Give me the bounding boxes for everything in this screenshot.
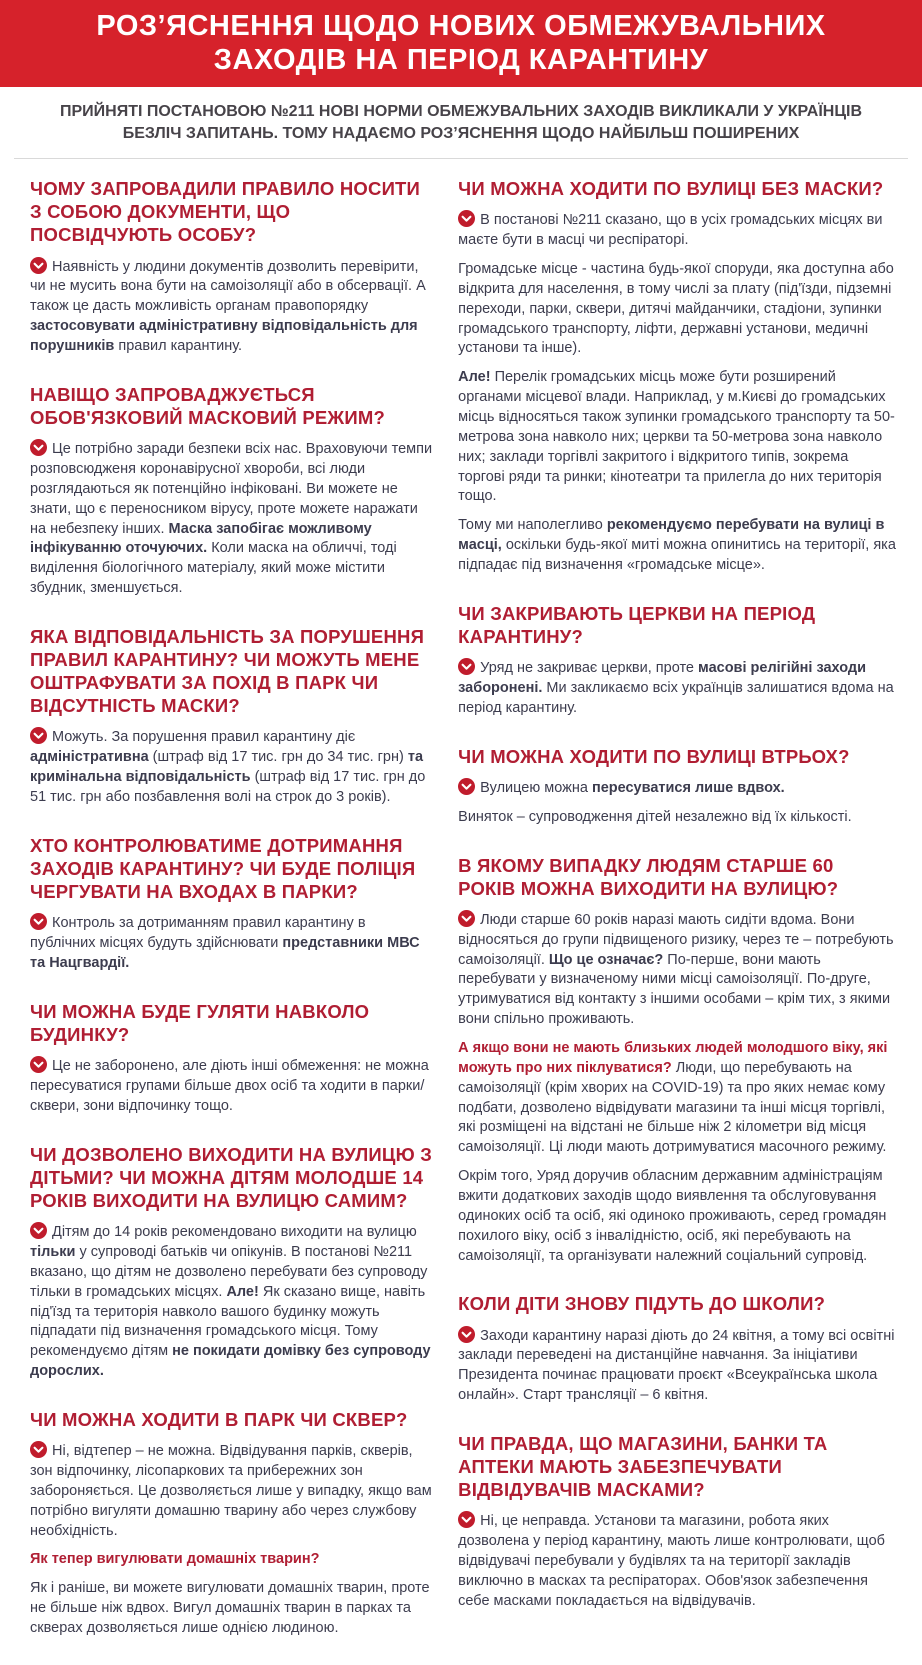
question-heading: ЧИ МОЖНА БУДЕ ГУЛЯТИ НАВКОЛО БУДИНКУ? — [30, 1000, 370, 1045]
check-icon — [458, 910, 475, 927]
answer-paragraph — [458, 516, 896, 576]
answer-text: Люди старше 60 років наразі мають сидіти вдома. Вони відносяться до групи підвищеного ризику, через те – потребують самоізоляції. — [458, 911, 894, 968]
faq-columns — [0, 159, 922, 1665]
faq-item — [458, 1432, 896, 1612]
answer-paragraph — [458, 368, 896, 507]
answer-text: Контроль за дотриманням правил карантину в публічних місцях будуть здійснювати — [30, 915, 366, 952]
answer-text: оскільки будь-якої миті можна опинитись на території, яка підпадає під визначення «громадське місце». — [458, 537, 896, 574]
check-icon — [30, 913, 47, 930]
answer-text: Можуть. За порушення правил карантину діє — [52, 729, 356, 746]
check-icon — [30, 439, 47, 456]
answer-text: Тому ми наполегливо — [458, 517, 607, 534]
answer-text: Але! — [458, 369, 491, 386]
intro-text: ПРИЙНЯТІ ПОСТАНОВОЮ №211 НОВІ НОРМИ ОБМЕЖУВАЛЬНИХ ЗАХОДІВ ВИКЛИКАЛИ У УКРАЇНЦІВ БЕЗЛІЧ ЗАПИТАНЬ. ТОМУ НАДАЄМО РОЗ’ЯСНЕННЯ ЩОДО НАЙБІЛЬШ ПОШИРЕНИХ — [59, 103, 863, 142]
answer-text: Як тепер вигулювати домашніх тварин? — [30, 1551, 320, 1568]
faq-item — [30, 1408, 434, 1639]
check-icon — [30, 1222, 47, 1239]
answer-text: правил карантину. — [114, 338, 243, 354]
answer-text: тільки — [30, 1243, 76, 1260]
question-heading: ЧИ МОЖНА ХОДИТИ ПО ВУЛИЦІ БЕЗ МАСКИ? — [458, 178, 884, 200]
answer-text: Уряд не закриває церкви, проте — [480, 660, 699, 677]
faq-item — [458, 1292, 896, 1406]
answer-paragraph — [458, 1326, 896, 1406]
answer-text: Перелік громадських місць може бути розширений органами місцевої влади. Наприклад, у м.Києві до громадських місць відносяться також зупинки громадського транспорту та 50-метрова зона навколо них; церкви та 50-метрова зона навколо них; заклади торгівлі закритого і відкритого типів, зокрема торгові ряди та ринки; кінотеатри та прилегла до них територія тощо. — [458, 369, 895, 505]
answer-paragraph — [30, 257, 434, 357]
answer-text: Ми закликаємо всіх українців залишатися вдома на період карантину. — [458, 680, 894, 716]
answer-text: масові релігійні заходи заборонені. — [458, 660, 867, 697]
answer-text: Окрім того, Уряд доручив обласним державним адміністраціям вжити додаткових заходів щодо виявлення та обслуговування одиноких осіб та осіб, які одиноко проживають, серед громадян похилого віку, осіб з інвалідністю, осіб, які перебувають на самоізоляції, та організувати належний соціальний супровід. — [458, 1168, 887, 1264]
answer-paragraph — [458, 1039, 896, 1158]
check-icon — [30, 727, 47, 744]
faq-item — [458, 602, 896, 719]
page-title: РОЗ’ЯСНЕННЯ ЩОДО НОВИХ ОБМЕЖУВАЛЬНИХ ЗАХОДІВ НА ПЕРІОД КАРАНТИНУ — [96, 9, 826, 76]
question-heading: ЧИ ДОЗВОЛЕНО ВИХОДИТИ НА ВУЛИЦЮ З ДІТЬМИ? ЧИ МОЖНА ДІТЯМ МОЛОДШЕ 14 РОКІВ ВИХОДИТИ НА ВУЛИЦЮ САМИМ? — [30, 1143, 433, 1211]
answer-text: Але! — [226, 1283, 259, 1300]
faq-item — [458, 854, 896, 1267]
answer-text: Люди, що перебувають на самоізоляції (крім хворих на COVID-19) та про яких немає кому подбати, дозволено відвідувати магазини та інші місця торгівлі, які розміщені на відстані не більше ніж 2 кілометри від місця самоізоляції. Ці люди мають дотримуватися масочного режиму. — [458, 1059, 887, 1156]
faq-item — [30, 834, 434, 974]
faq-item — [30, 383, 434, 599]
title-banner — [0, 0, 922, 87]
question-heading: ХТО КОНТРОЛЮВАТИМЕ ДОТРИМАННЯ ЗАХОДІВ КАРАНТИНУ? ЧИ БУДЕ ПОЛІЦІЯ ЧЕРГУВАТИ НА ВХОДАХ В ПАРКИ? — [30, 834, 416, 903]
question-heading: ЯКА ВІДПОВІДАЛЬНІСТЬ ЗА ПОРУШЕННЯ ПРАВИЛ КАРАНТИНУ? ЧИ МОЖУТЬ МЕНЕ ОШТРАФУВАТИ ЗА ПОХІД В ПАРК ЧИ ВІДСУТНІСТЬ МАСКИ? — [30, 625, 425, 717]
faq-item — [30, 1000, 434, 1117]
answer-text: у супроводі батьків чи опікунів. В постанові №211 вказано, що дітям не дозволено перебувати без супроводу тільки в громадських місцях. — [30, 1243, 428, 1300]
answer-paragraph — [458, 778, 896, 799]
question-heading: ЧОМУ ЗАПРОВАДИЛИ ПРАВИЛО НОСИТИ З СОБОЮ ДОКУМЕНТИ, ЩО ПОСВІДЧУЮТЬ ОСОБУ? — [30, 178, 421, 246]
check-icon — [458, 210, 475, 227]
answer-paragraph — [30, 1550, 434, 1570]
answer-text: Дітям до 14 років рекомендовано виходити на вулицю — [52, 1224, 417, 1241]
answer-text: А якщо вони не мають близьких людей молодшого віку, які можуть про них піклуватися? — [458, 1040, 888, 1076]
answer-text: Як сказано вище, навіть під'їзд та територія навколо вашого будинку можуть підпадати під визначення громадського місця. Тому рекомендуємо дітям — [30, 1283, 426, 1360]
check-icon — [458, 1326, 475, 1343]
answer-text: Виняток – супроводження дітей незалежно від їх кількості. — [458, 808, 852, 825]
answer-text: та кримінальна відповідальність — [30, 749, 424, 786]
answer-text: застосовувати адміністративну відповідальність для порушників — [30, 318, 418, 354]
answer-paragraph — [30, 913, 434, 974]
answer-paragraph — [30, 727, 434, 807]
check-icon — [458, 778, 475, 795]
answer-paragraph — [30, 1441, 434, 1541]
answer-text: По-перше, вони мають перебувати у визначеному ними місці самоізоляції. По-друге, утримуватися від контакту з іншими особами – крім тих, з якими вони спільно проживають. — [458, 951, 891, 1028]
question-heading: ЧИ МОЖНА ХОДИТИ ПО ВУЛИЦІ ВТРЬОХ? — [458, 745, 850, 767]
answer-paragraph — [30, 1222, 434, 1382]
answer-paragraph — [458, 910, 896, 1030]
answer-text: Вулицею можна — [480, 779, 592, 796]
answer-text: Що це означає? — [548, 951, 664, 968]
answer-text: (штраф від 17 тис. грн до 34 тис. грн) — [148, 749, 408, 766]
left-column — [30, 177, 434, 1665]
answer-paragraph — [458, 260, 896, 359]
check-icon — [458, 658, 475, 675]
answer-text: Це потрібно заради безпеки всіх нас. Враховуючи темпи розповсюдженя коронавірусної хвороби, всі люди розглядаються як потенційно інфіковані. Ви можете не знати, що є переносником вірусу, проте можете наражати на небезпеку інших. — [30, 441, 433, 537]
question-heading: ЧИ ЗАКРИВАЮТЬ ЦЕРКВИ НА ПЕРІОД КАРАНТИНУ? — [458, 602, 816, 648]
faq-item — [30, 625, 434, 808]
answer-text: не покидати домівку без супроводу дорослих. — [30, 1343, 431, 1380]
faq-item — [458, 745, 896, 828]
answer-paragraph — [30, 1056, 434, 1117]
answer-text: Ні, відтепер – не можна. Відвідування парків, скверів, зон відпочинку, лісопаркових та прибережних зон забороняється. Це дозволяється лише у випадку, якщо вам потрібно вигуляти домашню тварину або через службову необхідність. — [30, 1443, 432, 1539]
answer-text: пересуватися лише вдвох. — [591, 779, 785, 796]
answer-text: Як і раніше, ви можете вигулювати домашніх тварин, проте не більше ніж вдвох. Вигул домашніх тварин в парках та скверах дозволяється лише однією людиною. — [30, 1580, 430, 1636]
check-icon — [30, 1441, 47, 1458]
question-heading: ЧИ ПРАВДА, ЩО МАГАЗИНИ, БАНКИ ТА АПТЕКИ МАЮТЬ ЗАБЕЗПЕЧУВАТИ ВІДВІДУВАЧІВ МАСКАМИ? — [458, 1433, 828, 1501]
faq-item — [30, 1143, 434, 1382]
answer-text: адміністративна — [30, 749, 149, 766]
answer-text: Ні, це неправда. Установи та магазини, робота яких дозволена у період карантину, мають лише контролювати, щоб відвідувачі перебували у будівлях та на території закладів виключно в масках та респіраторах. Обов'язок забезпечення себе масками покладається на відвідувачів. — [458, 1513, 885, 1609]
faq-item — [30, 177, 434, 357]
answer-text: Громадське місце - частина будь-якої споруди, яка доступна або відкрита для населення, в тому числі за плату (під'їзди, підземні переходи, парки, сквери, дитячі майданчики, стадіони, зупинки громадського транспорту, ліфти, державні установи, медичні установи та інше). — [458, 261, 894, 357]
answer-paragraph — [458, 658, 896, 719]
answer-text: рекомендуємо перебувати на вулиці в масці, — [458, 517, 885, 554]
question-heading: В ЯКОМУ ВИПАДКУ ЛЮДЯМ СТАРШЕ 60 РОКІВ МОЖНА ВИХОДИТИ НА ВУЛИЦЮ? — [458, 854, 839, 899]
question-heading: НАВІЩО ЗАПРОВАДЖУЄТЬСЯ ОБОВ'ЯЗКОВИЙ МАСКОВИЙ РЕЖИМ? — [30, 383, 385, 428]
question-heading: ЧИ МОЖНА ХОДИТИ В ПАРК ЧИ СКВЕР? — [30, 1408, 408, 1430]
answer-text: Маска запобігає можливому інфікуванню оточуючих. — [30, 520, 372, 557]
answer-text: Наявність у людини документів дозволить перевірити, чи не мусить вона бути на самоізоляції або в обсервації. А також це дасть можливість органам правопорядку — [30, 258, 426, 315]
answer-paragraph — [458, 1167, 896, 1266]
answer-text: представники МВС та Нацгвардії. — [30, 935, 420, 972]
answer-text: В постанові №211 сказано, що в усіх громадських місцях ви маєте бути в масці чи респіраторі. — [458, 212, 883, 249]
answer-paragraph — [458, 808, 896, 828]
right-column — [458, 177, 896, 1665]
answer-text: (штраф від 17 тис. грн до 51 тис. грн або позбавлення волі на строк до 3 років). — [30, 769, 426, 806]
answer-text: Заходи карантину наразі діють до 24 квітня, а тому всі освітні заклади переведені на дистанційне навчання. За ініціативи Президента починає працювати проєкт «Всеукраїнська школа онлайн». Старт трансляції – 6 квітня. — [458, 1327, 895, 1404]
answer-text: Коли маска на обличчі, тоді виділення біологічного матеріалу, який може містити збудник, зменшується. — [30, 540, 397, 597]
answer-paragraph — [30, 1579, 434, 1639]
faq-item — [458, 177, 896, 576]
check-icon — [458, 1511, 475, 1528]
answer-paragraph — [458, 210, 896, 251]
check-icon — [30, 257, 47, 274]
question-heading: КОЛИ ДІТИ ЗНОВУ ПІДУТЬ ДО ШКОЛИ? — [458, 1293, 826, 1315]
answer-paragraph — [30, 439, 434, 599]
answer-paragraph — [458, 1511, 896, 1611]
check-icon — [30, 1056, 47, 1073]
answer-text: Це не заборонено, але діють інші обмеження: не можна пересуватися групами більше двох осіб та ходити в парки/сквери, зони відпочинку тощо. — [30, 1058, 429, 1114]
